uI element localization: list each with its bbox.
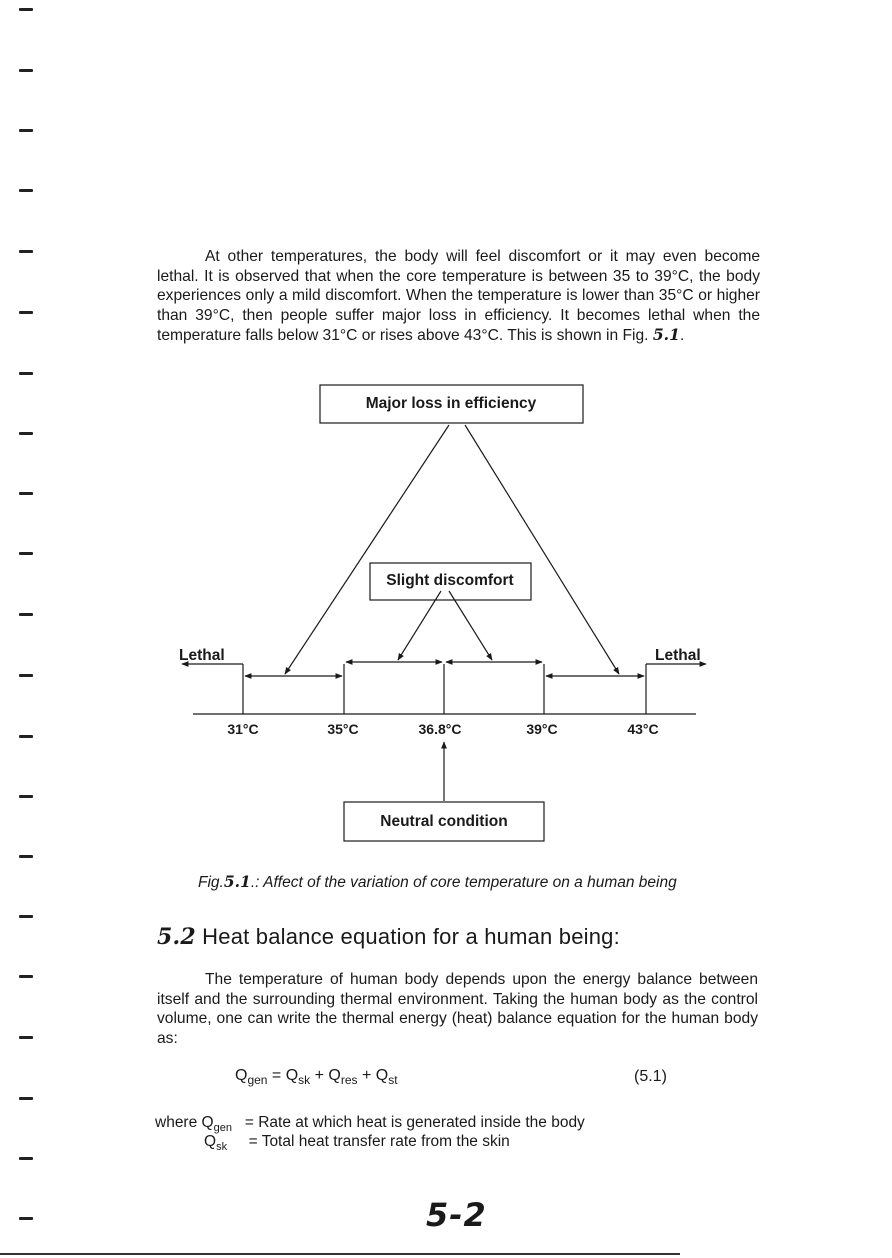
eq-q-st: Q [375, 1067, 389, 1084]
binding-mark [19, 1217, 33, 1220]
eq-q-sk-sub: sk [298, 1073, 311, 1087]
neutral-condition-label: Neutral condition [380, 813, 508, 830]
page-number: 5-2 [426, 1196, 487, 1234]
intro-paragraph-text: At other temperatures, the body will feel discomfort or it may even become lethal. It is observed that when the core temperature is between 35 to 39°C, the body experiences only a mild discomfort. When the temperature is lower than 35°C or higher than 39°C, then people suffer major loss in efficiency. It becomes lethal when the temperature falls below 31°C or rises above 43°C. This is shown in Fig. [157, 248, 760, 345]
binding-mark [19, 1097, 33, 1100]
where-description: = Rate at which heat is generated inside the body [244, 1114, 585, 1131]
temp-label-35: 35°C [327, 721, 359, 737]
slight-discomfort-right-line [449, 591, 492, 660]
major-loss-right-line [465, 425, 619, 674]
binding-mark [19, 1036, 33, 1039]
major-loss-left-line [285, 425, 449, 674]
eq-q-sk: Q [285, 1067, 299, 1084]
binding-mark [19, 975, 33, 978]
temp-label-36-8: 36.8°C [418, 721, 462, 737]
eq-q-res-sub: res [340, 1073, 358, 1087]
caption-prefix: Fig. [198, 874, 224, 891]
caption-number: 5.1 [223, 872, 251, 891]
section-title: Heat balance equation for a human being: [195, 924, 620, 949]
equation-number: (5.1) [634, 1068, 667, 1085]
where-row-sk [204, 1133, 510, 1153]
eq-q-gen-sub: gen [247, 1073, 268, 1087]
eq-q-res: Q [328, 1067, 341, 1084]
where-symbol: Q [201, 1114, 214, 1131]
slight-discomfort-left-line [398, 591, 441, 660]
section-number: 5.2 [157, 924, 196, 950]
bottom-edge-line [0, 1253, 680, 1255]
where-lead: where [155, 1114, 198, 1131]
figure-reference: 5.1 [652, 325, 680, 345]
slight-discomfort-label: Slight discomfort [386, 572, 514, 589]
lethal-left-label: Lethal [179, 647, 225, 664]
where-row-gen [155, 1114, 585, 1134]
eq-q-gen: Q [235, 1067, 248, 1084]
binding-mark [19, 915, 33, 918]
where-symbol-sub: gen [213, 1122, 232, 1135]
major-loss-label: Major loss in efficiency [365, 395, 537, 412]
body-paragraph [157, 970, 758, 1048]
eq-plus: + [357, 1067, 376, 1084]
temp-label-39: 39°C [526, 721, 558, 737]
temp-label-31: 31°C [227, 721, 259, 737]
eq-q-st-sub: st [388, 1073, 398, 1087]
binding-mark [19, 1157, 33, 1160]
heat-balance-equation [235, 1067, 398, 1087]
where-description: = Total heat transfer rate from the skin [248, 1133, 510, 1150]
intro-paragraph-end: . [679, 327, 685, 345]
lethal-right-label: Lethal [655, 647, 701, 664]
where-symbol-sub: sk [216, 1141, 228, 1154]
section-heading [157, 924, 620, 950]
figure-caption [198, 872, 677, 892]
caption-text: .: Affect of the variation of core temperature on a human being [250, 874, 677, 891]
body-paragraph-text: The temperature of human body depends upon the energy balance between itself and the surrounding thermal environment. Taking the human body as the control volume, one can write the thermal energy (heat) balance equation for the human body as: [157, 971, 758, 1047]
eq-equals: = [267, 1067, 286, 1084]
where-symbol: Q [204, 1133, 217, 1150]
eq-plus: + [310, 1067, 329, 1084]
temp-label-43: 43°C [627, 721, 659, 737]
